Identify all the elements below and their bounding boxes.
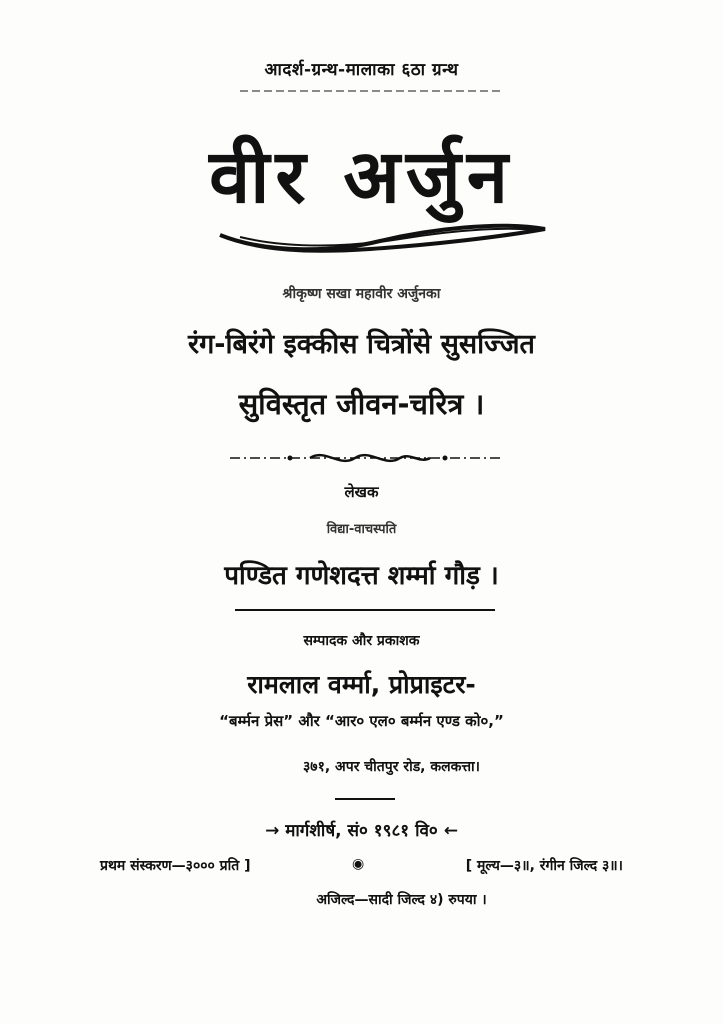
bullet-icon: ◉ xyxy=(352,856,365,872)
short-divider xyxy=(335,798,395,800)
subtitle-line-1: श्रीकृष्ण सखा महावीर अर्जुनका xyxy=(282,286,441,302)
author-name: पण्डित गणेशदत्त शर्म्मा गौड़ । xyxy=(224,561,499,591)
series-underline xyxy=(0,88,723,94)
edition-details-row xyxy=(100,856,623,875)
arrow-right-icon: → xyxy=(265,821,280,841)
book-title: वीर अर्जुन xyxy=(209,134,514,220)
ornamental-divider xyxy=(230,446,500,470)
publisher-press: “बर्म्मन प्रेस” और “आर० एल० बर्म्मन एण्ड को०,” xyxy=(219,712,504,730)
series-heading: आदर्श-ग्रन्थ-मालाका ६ठा ग्रन्थ xyxy=(264,60,459,80)
edition-date-line xyxy=(0,823,723,840)
binding-price: अजिल्द—सादी जिल्द ४) रुपया । xyxy=(316,892,487,908)
price-text: [ मूल्य—३॥, रंगीन जिल्द ३॥। xyxy=(465,858,623,874)
publisher-name: रामलाल वर्म्मा, प्रोप्राइटर- xyxy=(247,670,476,699)
first-edition-count: प्रथम संस्करण—३००० प्रति ] xyxy=(100,858,251,874)
author-honorific: विद्या-वाचस्पति xyxy=(326,522,397,537)
author-label: लेखक xyxy=(344,483,379,501)
subtitle-line-2: रंग-बिरंगे इक्कीस चित्रोंसे सुसज्जित xyxy=(188,329,535,360)
arrow-left-icon: ← xyxy=(443,821,458,841)
publisher-address: ३७१, अपर चीतपुर रोड, कलकत्ता। xyxy=(303,759,480,775)
publisher-label: सम्पादक और प्रकाशक xyxy=(303,633,420,649)
subtitle-line-3: सुविस्तृत जीवन-चरित्र । xyxy=(238,387,485,421)
section-divider xyxy=(235,609,495,611)
title-flourish xyxy=(200,215,560,255)
edition-date: मार्गशीर्ष, सं० १९८१ वि० xyxy=(285,821,438,841)
